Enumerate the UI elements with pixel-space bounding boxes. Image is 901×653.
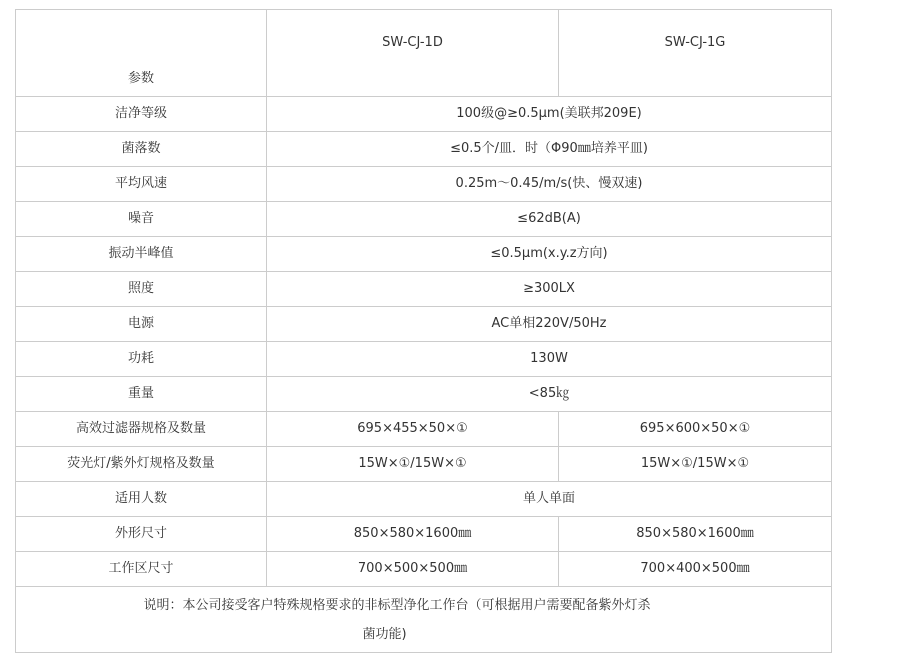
header-row [16,10,832,97]
row-label: 高效过滤器规格及数量 [16,412,267,447]
row-value-1d: 15W×①/15W×① [267,447,559,482]
note-row [16,587,832,653]
row-vibration [16,237,832,272]
row-value-1g: 695×600×50×① [559,412,832,447]
row-weight [16,377,832,412]
row-label: 工作区尺寸 [16,552,267,587]
row-lamps [16,447,832,482]
row-value-1g: 15W×①/15W×① [559,447,832,482]
header-model-1g: SW-CJ-1G [559,10,832,97]
row-label: 功耗 [16,342,267,377]
header-param: 参数 [16,10,267,97]
row-label: 振动半峰值 [16,237,267,272]
row-label: 外形尺寸 [16,517,267,552]
note-cell [16,587,832,653]
header-model-1d: SW-CJ-1D [267,10,559,97]
row-users [16,482,832,517]
row-power-consumption [16,342,832,377]
row-value: 130W [267,342,832,377]
row-value: 0.25m～0.45/m/s(快、慢双速) [267,167,832,202]
row-label: 平均风速 [16,167,267,202]
row-value: ≤0.5μm(x.y.z方向) [267,237,832,272]
row-label: 荧光灯/紫外灯规格及数量 [16,447,267,482]
row-value: ≤0.5个/皿．时（Φ90㎜培养平皿) [267,132,832,167]
row-value-1g: 700×400×500㎜ [559,552,832,587]
row-label: 重量 [16,377,267,412]
row-value-1d: 695×455×50×① [267,412,559,447]
row-power-supply [16,307,832,342]
note-line-2: 菌功能) [362,626,407,642]
note-line-1: 说明：本公司接受客户特殊规格要求的非标型净化工作台（可根据用户需要配备紫外灯杀 [143,597,651,613]
row-value-1d: 850×580×1600㎜ [267,517,559,552]
row-hepa-filter [16,412,832,447]
row-label: 电源 [16,307,267,342]
row-value: <85㎏ [267,377,832,412]
row-label: 照度 [16,272,267,307]
spec-table [15,9,832,653]
row-noise [16,202,832,237]
row-label: 菌落数 [16,132,267,167]
note-text [144,591,704,649]
row-value: ≥300LX [267,272,832,307]
row-value: AC单相220V/50Hz [267,307,832,342]
row-wind-speed [16,167,832,202]
row-value: 单人单面 [267,482,832,517]
row-value-1g: 850×580×1600㎜ [559,517,832,552]
row-outer-size [16,517,832,552]
row-work-area-size [16,552,832,587]
row-label: 噪音 [16,202,267,237]
row-illuminance [16,272,832,307]
row-value: 100级@≥0.5μm(美联邦209E) [267,97,832,132]
row-value: ≤62dB(A) [267,202,832,237]
row-value-1d: 700×500×500㎜ [267,552,559,587]
row-clean-level [16,97,832,132]
row-label: 适用人数 [16,482,267,517]
row-label: 洁净等级 [16,97,267,132]
row-colony-count [16,132,832,167]
